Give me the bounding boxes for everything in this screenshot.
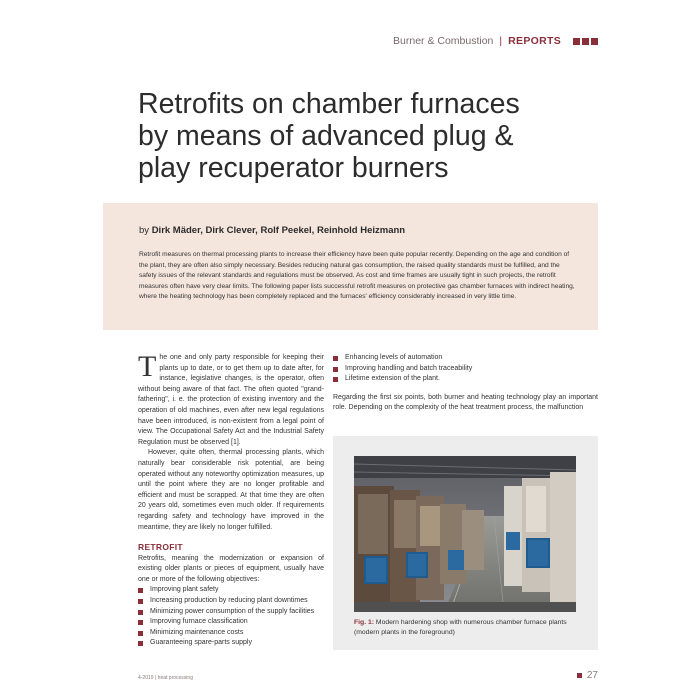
- section-heading-retrofit: RETROFIT: [138, 542, 183, 553]
- hardening-shop-image: [354, 456, 576, 612]
- byline: [139, 225, 405, 236]
- bullet-square-icon: [333, 377, 338, 382]
- paragraph-2: However, quite often, thermal processing plants, which naturally bear considerable risk potential, are being operated without any noteworthy optimization measures, up until the point where they are no longer profitable and efficient and must be scrapped. At that time they are often 20 years old, sometimes even much older. If requirements regarding safety and technology have improved in the meantime, they are likely no longer fulfilled.: [138, 449, 324, 531]
- footer-journal: [138, 675, 193, 681]
- objectives-list-left: [138, 585, 324, 649]
- bullet-square-icon: [138, 610, 143, 615]
- page-number: 27: [586, 670, 598, 681]
- list-item: Minimizing power consumption of the supply facilities: [138, 607, 324, 618]
- body-column-left: [138, 350, 324, 649]
- header-section: Burner & Combustion: [393, 35, 494, 47]
- figure-caption: [354, 618, 576, 638]
- figure-1: [333, 436, 598, 650]
- list-item: Increasing production by reducing plant downtimes: [138, 596, 324, 607]
- footer-issue: 4-2019: [138, 675, 154, 681]
- header-category: REPORTS: [508, 35, 561, 47]
- bullet-square-icon: [138, 631, 143, 636]
- list-item: Lifetime extension of the plant.: [333, 374, 598, 385]
- list-item: Guaranteeing spare-parts supply: [138, 638, 324, 649]
- body-column-right: [333, 353, 598, 414]
- title-line-3: play recuperator burners: [138, 152, 449, 184]
- figure-label: Fig. 1:: [354, 619, 375, 626]
- page-square-icon: [577, 673, 582, 678]
- footer-separator: |: [154, 675, 157, 681]
- footer-journal-name: heat processing: [157, 675, 193, 681]
- paragraph-4: Regarding the first six points, both burner and heating technology play an important role. Depending on the complexity of the heat treatment process, the malfunction: [333, 393, 598, 412]
- title-line-2: by means of advanced plug &: [138, 120, 514, 152]
- bullet-square-icon: [138, 588, 143, 593]
- running-header: [393, 35, 598, 47]
- list-item: Improving handling and batch traceability: [333, 364, 598, 375]
- furnace-photo: [354, 456, 576, 612]
- bullet-square-icon: [138, 620, 143, 625]
- header-separator: |: [499, 35, 503, 47]
- bullet-square-icon: [333, 367, 338, 372]
- bullet-square-icon: [138, 641, 143, 646]
- abstract-text: Retrofit measures on thermal processing plants to increase their efficiency have been quite popular recently. Depending on the age and condition of the plant, they are often also simply necessary. Besides reducing natural gas consumption, the raised quality standards must be fulfilled, and the safety issues of the relevant standards and regulations must be observed. As cost and time frames are usually tight in such projects, the retrofit measures often have very clear limits. The following paper lists successful retrofit measures on protective gas chamber furnaces with indirect heating, where the heating technology has been completely replaced and the furnaces' efficiency considerably increased in very little time.: [139, 251, 575, 300]
- bullet-square-icon: [138, 599, 143, 604]
- bullet-square-icon: [333, 356, 338, 361]
- list-item: Improving furnace classification: [138, 617, 324, 628]
- paragraph-3: Retrofits, meaning the modernization or expansion of existing older plants or pieces of equipment, usually have one or more of the following objectives:: [138, 554, 324, 583]
- title-line-1: Retrofits on chamber furnaces: [138, 88, 520, 120]
- abstract-box: [103, 203, 598, 330]
- list-item: Improving plant safety: [138, 585, 324, 596]
- objectives-list-right: [333, 353, 598, 385]
- list-item: Enhancing levels of automation: [333, 353, 598, 364]
- header-squares-icon: [573, 38, 598, 45]
- drop-cap: T: [138, 350, 157, 383]
- intro-paragraph: [138, 350, 324, 448]
- intro-text: he one and only party responsible for keeping their plants up to date, or to get them up to date after, for instance, legislative changes, is the operator, often without being aware of that fact. The often quoted "grand-fathering", i. e. the protection of existing inventory and the operation of old machines, even after new legal regulations have been introduced, is non-existent from a legal point of view. The Occupational Safety Act and the Industrial Safety Regulation must be observed [1].: [138, 354, 324, 446]
- article-title: [138, 88, 558, 184]
- byline-prefix: by: [139, 225, 150, 236]
- byline-authors: Dirk Mäder, Dirk Clever, Rolf Peekel, Reinhold Heizmann: [151, 225, 406, 236]
- page-number-block: [577, 670, 598, 681]
- list-item: Minimizing maintenance costs: [138, 628, 324, 639]
- figure-caption-text: Modern hardening shop with numerous chamber furnace plants (modern plants in the foreground): [354, 619, 567, 636]
